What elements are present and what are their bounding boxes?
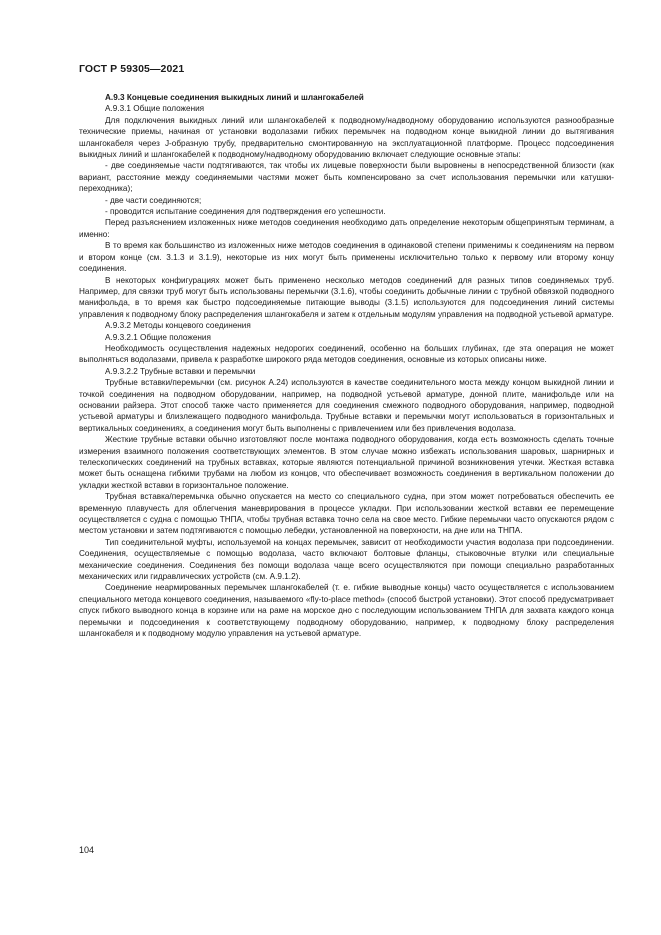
page-body	[79, 92, 614, 640]
subsection-heading: А.9.3.2 Методы концевого соединения	[105, 321, 251, 331]
subsection-heading: А.9.3.2.1 Общие положения	[105, 332, 211, 342]
paragraph: Жесткие трубные вставки обычно изготовляют после монтажа подводного оборудования, когда есть возможность сделать точные измерения взаимного положения соответствующих элементов. В этом случае можно избежать использования шаровых, шарнирных и телескопических соединений на трубных вставках, которые являются потенциальной причиной возникновения утечки. Жесткая вставка может быть оснащена гибкими трубами на любом из концов, что обеспечивает возможность соединения в вертикальном положении до укладки жесткой вставки в горизонтальное положение.	[79, 435, 614, 490]
list-item: - проводится испытание соединения для подтверждения его успешности.	[105, 207, 386, 217]
paragraph: Необходимость осуществления надежных недорогих соединений, особенно на больших глубинах, где эта операция не может выполняться водолазами, привела к разработке широкого ряда методов соединения, основные из которых описаны ниже.	[79, 343, 614, 365]
paragraph: Перед разъяснением изложенных ниже методов соединения необходимо дать определение некоторым общепринятым терминам, а именно:	[79, 218, 614, 239]
paragraph: Тип соединительной муфты, используемой на концах перемычек, зависит от необходимости участия водолаза при подсоединении. Соединения, осуществляемые с помощью водолаза, часто включают болтовые фланцы, стыковочные втулки или специальные механические соединения. Соединения без помощи водолаза чаще всего осуществляются при помощи специально разработанных механических или гидравлических устройств (см. А.9.1.2).	[79, 537, 614, 582]
list-item: - две соединяемые части подтягиваются, так чтобы их лицевые поверхности были выровнены в непосредственной близости (как вариант, расстояние между соединяемыми частями может быть компенсировано за счет использования перемычки или катушки-переходника);	[79, 161, 614, 194]
paragraph: Соединение неармированных перемычек шлангокабелей (т. е. гибкие выводные концы) часто осуществляется с использованием специального метода концевого соединения, называемого «fly-to-place method» (способ быстрой установки). Этот способ предусматривает спуск гибкого выводного конца в корзине или на раме на морское дно с последующим использованием ТНПА для захвата каждого конца перемычки и подсоединения к соответствующему подводному оборудованию, например, к подводному блоку распределения шлангокабеля и к подводному модулю управления на устьевой арматуре.	[79, 583, 614, 639]
paragraph: В некоторых конфигурациях может быть применено несколько методов соединений для разных типов соединяемых труб. Например, для связки труб могут быть использованы перемычки (3.1.6), чтобы соединить добычные линии с трубной обвязкой подводного манифольда, в то время как быстро подсоединяемые питающие выводы (3.1.5) используются для подсоединения линий системы управления к подводному блоку распределения шлангокабеля и затем к отдельным модулям управления на подводной устьевой арматуре.	[79, 275, 614, 319]
paragraph: Трубные вставки/перемычки (см. рисунок А.24) используются в качестве соединительного моста между концом выкидной линии и точкой соединения на подводном оборудовании, например, на подводной устьевой арматуре, донной плите, манифольде или на основании райзера. Этот способ также часто применяется для соединения смежного подводного оборудования, например, подводной устьевой арматуры и близлежащего подводного манифольда. Трубные вставки и перемычки могут использоваться в горизонтальных и вертикальных соединениях, а соединения могут быть выполнены с привлечением или без привлечения водолаза.	[79, 378, 614, 433]
standard-designation: ГОСТ Р 59305—2021	[79, 63, 185, 75]
paragraph: Для подключения выкидных линий или шлангокабелей к подводному/надводному оборудованию используются разнообразные технические приемы, начиная от установки водолазами гибких перемычек на подводном конце выкидной линии до вытягивания шлангокабеля через J-образную трубу, предварительно смонтированную на эксплуатационной платформе. Процесс подсоединения выкидных линий и шлангокабелей к подводному/надводному оборудованию включает следующие основные этапы:	[79, 115, 614, 160]
paragraph: Трубная вставка/перемычка обычно опускается на место со специального судна, при этом может потребоваться обеспечить ее временную плавучесть для облегчения маневрирования в процессе укладки. При использовании жесткой вставки ее перемещение осуществляется с судна с помощью ТНПА, чтобы трубная вставка точно села на свое место. Гибкие перемычки часто опускаются рядом с местом установки и затем подтягиваются с помощью лебедки, установленной на поверхности, на дне или на ТНПА.	[79, 492, 614, 536]
section-title: А.9.3 Концевые соединения выкидных линий и шлангокабелей	[105, 93, 364, 102]
subsection-heading: А.9.3.1 Общие положения	[105, 104, 205, 114]
subsection-heading: А.9.3.2.2 Трубные вставки и перемычки	[105, 366, 256, 376]
paragraph: В то время как большинство из изложенных ниже методов соединения в одинаковой степени применимы к соединениям на первом и втором конце (см. 3.1.3 и 3.1.9), некоторые из них могут быть применены исключительно только к первому или второму концу соединения.	[79, 241, 614, 274]
page-number: 104	[79, 845, 95, 855]
list-item: - две части соединяются;	[105, 195, 202, 205]
